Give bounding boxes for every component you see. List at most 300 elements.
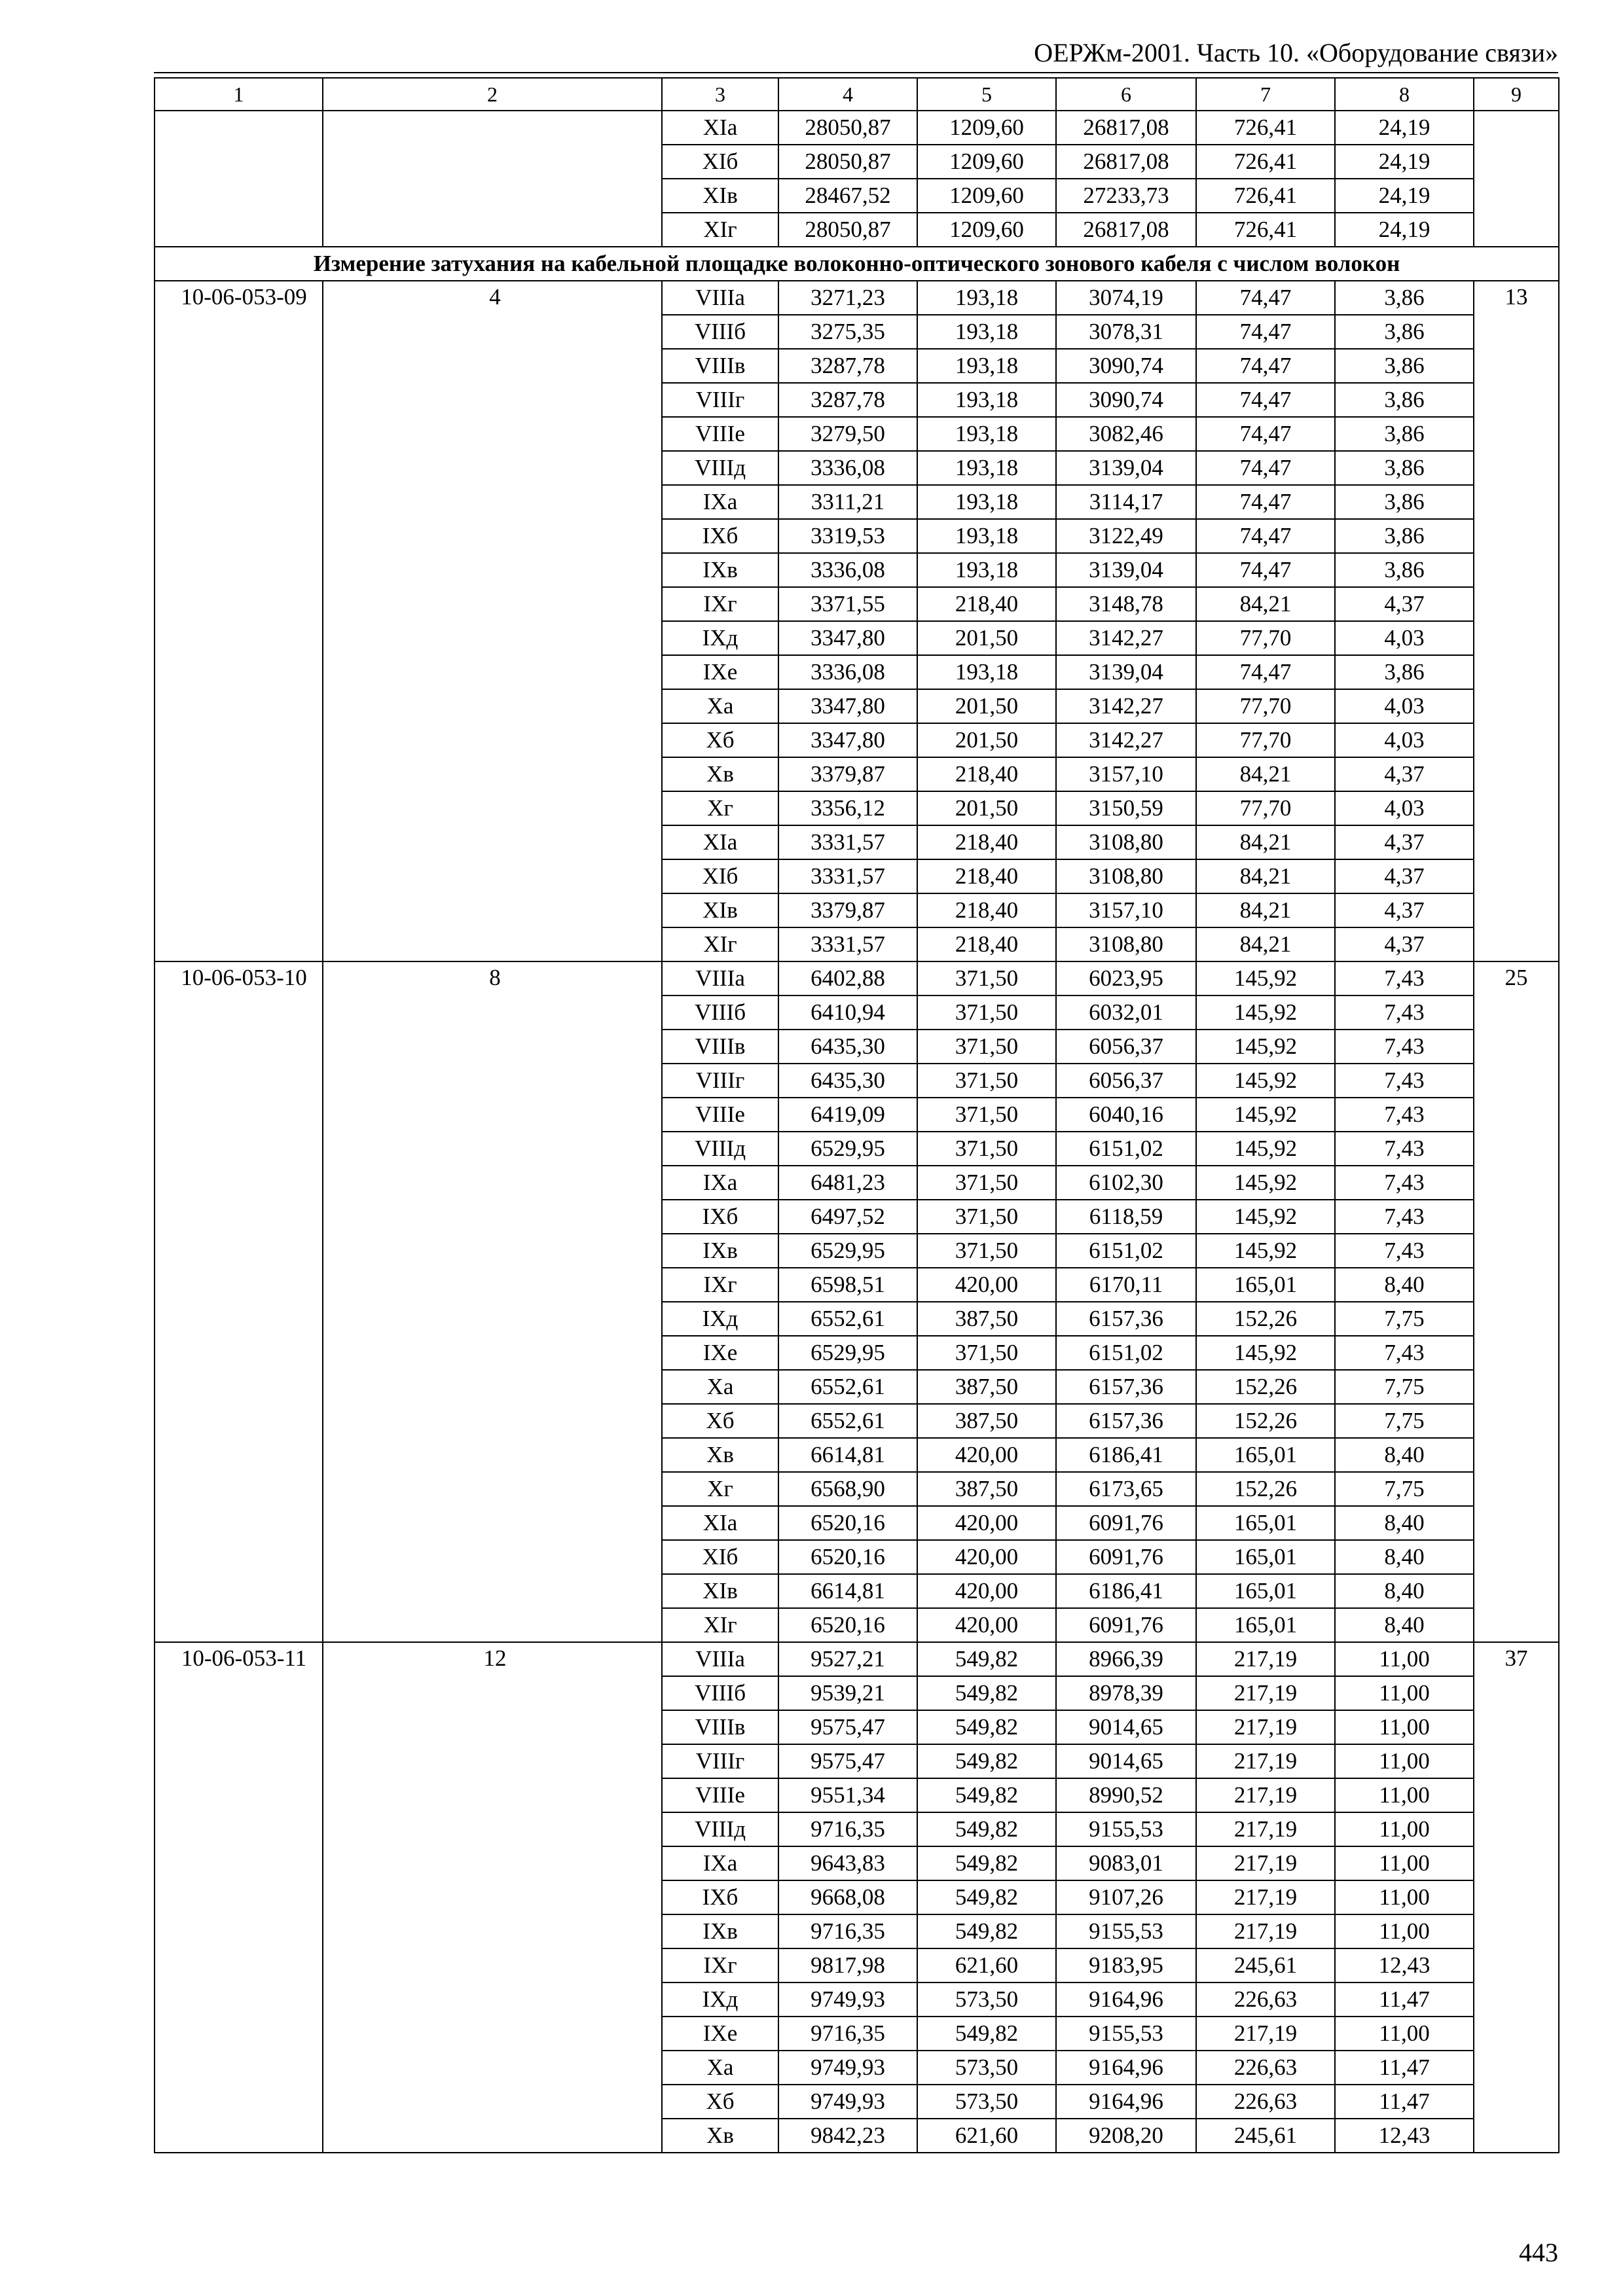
value-cell: 7,43 (1335, 1166, 1474, 1200)
zone-label: XIа (662, 825, 778, 859)
value-cell: 217,19 (1196, 1880, 1335, 1914)
value-cell: 549,82 (917, 1846, 1056, 1880)
zone-label: XIг (662, 1608, 778, 1642)
value-cell: 371,50 (917, 1132, 1056, 1166)
value-cell: 3356,12 (778, 791, 917, 825)
value-cell: 3,86 (1335, 349, 1474, 383)
value-cell: 28467,52 (778, 179, 917, 213)
value-cell: 726,41 (1196, 213, 1335, 247)
value-cell: 420,00 (917, 1608, 1056, 1642)
value-cell: 3142,27 (1056, 689, 1196, 723)
value-cell: 165,01 (1196, 1268, 1335, 1302)
value-cell: 11,00 (1335, 1880, 1474, 1914)
table-body (155, 78, 1559, 2153)
table-row (155, 111, 1559, 145)
value-cell: 387,50 (917, 1302, 1056, 1336)
value-cell: 3,86 (1335, 485, 1474, 519)
value-cell: 3275,35 (778, 315, 917, 349)
value-cell: 201,50 (917, 723, 1056, 757)
value-cell: 3078,31 (1056, 315, 1196, 349)
value-cell: 9749,93 (778, 1982, 917, 2017)
value-cell: 9107,26 (1056, 1880, 1196, 1914)
value-cell: 9164,96 (1056, 1982, 1196, 2017)
value-cell: 9208,20 (1056, 2119, 1196, 2153)
value-cell: 3311,21 (778, 485, 917, 519)
zone-label: IXе (662, 1336, 778, 1370)
value-cell: 165,01 (1196, 1574, 1335, 1608)
value-cell: 6497,52 (778, 1200, 917, 1234)
value-cell: 201,50 (917, 621, 1056, 655)
value-cell: 84,21 (1196, 757, 1335, 791)
value-cell: 3379,87 (778, 893, 917, 927)
value-cell: 217,19 (1196, 2017, 1335, 2051)
value-cell: 11,00 (1335, 1846, 1474, 1880)
value-cell: 201,50 (917, 689, 1056, 723)
value-cell: 226,63 (1196, 2085, 1335, 2119)
value-cell: 573,50 (917, 1982, 1056, 2017)
value-cell: 8966,39 (1056, 1642, 1196, 1676)
value-cell: 371,50 (917, 1098, 1056, 1132)
value-cell: 6173,65 (1056, 1472, 1196, 1506)
fiber-count: 8 (323, 961, 662, 1642)
value-cell: 621,60 (917, 1948, 1056, 1982)
value-cell: 6520,16 (778, 1506, 917, 1540)
value-cell: 74,47 (1196, 519, 1335, 553)
value-cell: 84,21 (1196, 893, 1335, 927)
value-cell: 3139,04 (1056, 451, 1196, 485)
section-title-row (155, 247, 1559, 281)
value-cell: 7,75 (1335, 1302, 1474, 1336)
value-cell: 6552,61 (778, 1404, 917, 1438)
zone-label: IXг (662, 587, 778, 621)
value-cell: 3108,80 (1056, 927, 1196, 961)
page-number: 443 (1519, 2238, 1558, 2267)
value-cell: 193,18 (917, 519, 1056, 553)
value-cell: 6040,16 (1056, 1098, 1196, 1132)
value-cell: 371,50 (917, 961, 1056, 996)
value-cell: 3150,59 (1056, 791, 1196, 825)
value-cell: 24,19 (1335, 179, 1474, 213)
zone-label: IXв (662, 1914, 778, 1948)
value-cell: 549,82 (917, 1914, 1056, 1948)
value-cell: 7,43 (1335, 1132, 1474, 1166)
value-cell: 6023,95 (1056, 961, 1196, 996)
value-cell: 726,41 (1196, 111, 1335, 145)
zone-label: IXд (662, 1302, 778, 1336)
value-cell: 4,37 (1335, 757, 1474, 791)
value-cell: 8,40 (1335, 1608, 1474, 1642)
value-cell: 74,47 (1196, 417, 1335, 451)
column-number-row (155, 78, 1559, 111)
value-cell: 217,19 (1196, 1676, 1335, 1710)
value-cell: 7,43 (1335, 1098, 1474, 1132)
value-cell: 4,37 (1335, 893, 1474, 927)
value-cell: 3331,57 (778, 927, 917, 961)
value-cell: 152,26 (1196, 1472, 1335, 1506)
value-cell: 549,82 (917, 1778, 1056, 1812)
value-cell: 28050,87 (778, 145, 917, 179)
value-cell: 6186,41 (1056, 1438, 1196, 1472)
column-number-5: 5 (917, 78, 1056, 111)
zone-label: IXе (662, 2017, 778, 2051)
value-cell: 145,92 (1196, 1098, 1335, 1132)
value-cell: 193,18 (917, 485, 1056, 519)
zone-label: Xа (662, 689, 778, 723)
zone-label: IXб (662, 1200, 778, 1234)
value-cell: 9716,35 (778, 2017, 917, 2051)
value-cell: 9668,08 (778, 1880, 917, 1914)
zone-label: VIIIа (662, 1642, 778, 1676)
value-cell: 3142,27 (1056, 621, 1196, 655)
value-cell: 24,19 (1335, 213, 1474, 247)
value-cell: 3,86 (1335, 383, 1474, 417)
zone-label: IXб (662, 519, 778, 553)
value-cell: 218,40 (917, 825, 1056, 859)
value-cell: 371,50 (917, 996, 1056, 1030)
value-cell: 193,18 (917, 315, 1056, 349)
value-cell: 217,19 (1196, 1812, 1335, 1846)
value-cell: 6091,76 (1056, 1506, 1196, 1540)
zone-label: IXа (662, 485, 778, 519)
value-cell: 145,92 (1196, 1234, 1335, 1268)
value-cell: 6157,36 (1056, 1404, 1196, 1438)
value-cell: 4,03 (1335, 621, 1474, 655)
zone-label: VIIIв (662, 1030, 778, 1064)
value-cell: 217,19 (1196, 1642, 1335, 1676)
zone-label: IXб (662, 1880, 778, 1914)
value-cell: 1209,60 (917, 213, 1056, 247)
fiber-count: 12 (323, 1642, 662, 2153)
zone-label: IXа (662, 1846, 778, 1880)
value-cell: 6614,81 (778, 1438, 917, 1472)
value-cell: 6520,16 (778, 1540, 917, 1574)
value-cell: 9539,21 (778, 1676, 917, 1710)
value-cell: 1209,60 (917, 179, 1056, 213)
value-cell: 84,21 (1196, 825, 1335, 859)
value-cell: 145,92 (1196, 1166, 1335, 1200)
value-cell: 4,03 (1335, 723, 1474, 757)
table-row (155, 1642, 1559, 1676)
value-cell: 193,18 (917, 417, 1056, 451)
zone-label: Xг (662, 1472, 778, 1506)
value-cell: 9716,35 (778, 1812, 917, 1846)
zone-label: Xв (662, 757, 778, 791)
zone-label: XIа (662, 1506, 778, 1540)
value-cell: 193,18 (917, 383, 1056, 417)
value-cell: 4,37 (1335, 587, 1474, 621)
value-cell: 245,61 (1196, 1948, 1335, 1982)
value-cell: 27233,73 (1056, 179, 1196, 213)
table-row (155, 961, 1559, 996)
column-number-2: 2 (323, 78, 662, 111)
value-cell: 9183,95 (1056, 1948, 1196, 1982)
value-cell: 145,92 (1196, 1064, 1335, 1098)
value-cell: 152,26 (1196, 1370, 1335, 1404)
value-cell: 7,43 (1335, 961, 1474, 996)
value-cell: 74,47 (1196, 281, 1335, 315)
value-cell: 3336,08 (778, 451, 917, 485)
zone-label: Xг (662, 791, 778, 825)
fibers-cell-empty (323, 111, 662, 247)
column-number-6: 6 (1056, 78, 1196, 111)
value-cell: 9749,93 (778, 2085, 917, 2119)
zone-label: VIIIа (662, 961, 778, 996)
value-cell: 145,92 (1196, 961, 1335, 996)
value-cell: 7,43 (1335, 1336, 1474, 1370)
zone-label: XIв (662, 893, 778, 927)
value-cell: 549,82 (917, 1812, 1056, 1846)
value-cell: 3074,19 (1056, 281, 1196, 315)
zone-label: IXд (662, 1982, 778, 2017)
value-cell: 11,00 (1335, 1744, 1474, 1778)
rate-code: 10-06-053-09 (155, 281, 323, 961)
value-cell: 217,19 (1196, 1846, 1335, 1880)
value-cell: 371,50 (917, 1200, 1056, 1234)
value-cell: 549,82 (917, 1710, 1056, 1744)
value-cell: 77,70 (1196, 723, 1335, 757)
value-cell: 3379,87 (778, 757, 917, 791)
value-cell: 11,00 (1335, 1642, 1474, 1676)
value-cell: 4,37 (1335, 859, 1474, 893)
value-cell: 3108,80 (1056, 825, 1196, 859)
value-cell: 165,01 (1196, 1608, 1335, 1642)
zone-label: IXе (662, 655, 778, 689)
col9-value: 25 (1474, 961, 1559, 1642)
header-rule (154, 72, 1558, 73)
value-cell: 6157,36 (1056, 1370, 1196, 1404)
zone-label: VIIIб (662, 315, 778, 349)
value-cell: 8,40 (1335, 1506, 1474, 1540)
value-cell: 8978,39 (1056, 1676, 1196, 1710)
value-cell: 3279,50 (778, 417, 917, 451)
value-cell: 549,82 (917, 1676, 1056, 1710)
value-cell: 726,41 (1196, 179, 1335, 213)
zone-label: XIв (662, 1574, 778, 1608)
value-cell: 3347,80 (778, 621, 917, 655)
value-cell: 3090,74 (1056, 349, 1196, 383)
column-number-1: 1 (155, 78, 323, 111)
value-cell: 3371,55 (778, 587, 917, 621)
value-cell: 621,60 (917, 2119, 1056, 2153)
value-cell: 3114,17 (1056, 485, 1196, 519)
column-number-3: 3 (662, 78, 778, 111)
value-cell: 165,01 (1196, 1506, 1335, 1540)
zone-label: Xа (662, 2051, 778, 2085)
value-cell: 152,26 (1196, 1404, 1335, 1438)
value-cell: 6091,76 (1056, 1540, 1196, 1574)
value-cell: 6520,16 (778, 1608, 917, 1642)
value-cell: 6186,41 (1056, 1574, 1196, 1608)
value-cell: 3319,53 (778, 519, 917, 553)
value-cell: 3347,80 (778, 689, 917, 723)
zone-label: VIIIд (662, 1132, 778, 1166)
value-cell: 7,43 (1335, 1200, 1474, 1234)
value-cell: 8,40 (1335, 1268, 1474, 1302)
value-cell: 11,00 (1335, 1676, 1474, 1710)
value-cell: 549,82 (917, 1880, 1056, 1914)
value-cell: 9817,98 (778, 1948, 917, 1982)
value-cell: 74,47 (1196, 315, 1335, 349)
value-cell: 3157,10 (1056, 893, 1196, 927)
value-cell: 26817,08 (1056, 111, 1196, 145)
value-cell: 11,00 (1335, 1812, 1474, 1846)
value-cell: 9014,65 (1056, 1710, 1196, 1744)
value-cell: 6568,90 (778, 1472, 917, 1506)
value-cell: 371,50 (917, 1030, 1056, 1064)
price-table (154, 77, 1559, 2153)
value-cell: 3139,04 (1056, 553, 1196, 587)
value-cell: 28050,87 (778, 213, 917, 247)
zone-label: VIIIе (662, 1098, 778, 1132)
value-cell: 11,47 (1335, 2051, 1474, 2085)
value-cell: 6151,02 (1056, 1336, 1196, 1370)
value-cell: 26817,08 (1056, 213, 1196, 247)
value-cell: 3336,08 (778, 655, 917, 689)
zone-label: VIIIг (662, 1064, 778, 1098)
value-cell: 7,43 (1335, 1234, 1474, 1268)
value-cell: 193,18 (917, 281, 1056, 315)
value-cell: 8,40 (1335, 1438, 1474, 1472)
zone-label: Xб (662, 1404, 778, 1438)
value-cell: 11,47 (1335, 2085, 1474, 2119)
value-cell: 3347,80 (778, 723, 917, 757)
value-cell: 217,19 (1196, 1914, 1335, 1948)
value-cell: 6552,61 (778, 1370, 917, 1404)
value-cell: 74,47 (1196, 451, 1335, 485)
value-cell: 193,18 (917, 349, 1056, 383)
value-cell: 217,19 (1196, 1744, 1335, 1778)
value-cell: 6529,95 (778, 1234, 917, 1268)
value-cell: 7,43 (1335, 1030, 1474, 1064)
value-cell: 3331,57 (778, 859, 917, 893)
fiber-count: 4 (323, 281, 662, 961)
value-cell: 74,47 (1196, 485, 1335, 519)
value-cell: 226,63 (1196, 2051, 1335, 2085)
value-cell: 420,00 (917, 1574, 1056, 1608)
value-cell: 193,18 (917, 553, 1056, 587)
value-cell: 28050,87 (778, 111, 917, 145)
value-cell: XIв (662, 179, 778, 213)
value-cell: 420,00 (917, 1268, 1056, 1302)
value-cell: 573,50 (917, 2085, 1056, 2119)
zone-label: Xа (662, 1370, 778, 1404)
zone-label: VIIIе (662, 1778, 778, 1812)
value-cell: 152,26 (1196, 1302, 1335, 1336)
zone-label: VIIIб (662, 1676, 778, 1710)
zone-label: XIб (662, 1540, 778, 1574)
zone-label: IXв (662, 553, 778, 587)
value-cell: 6410,94 (778, 996, 917, 1030)
value-cell: 77,70 (1196, 689, 1335, 723)
value-cell: 218,40 (917, 587, 1056, 621)
value-cell: 26817,08 (1056, 145, 1196, 179)
zone-label: VIIIд (662, 451, 778, 485)
value-cell: 9164,96 (1056, 2085, 1196, 2119)
value-cell: 371,50 (917, 1166, 1056, 1200)
value-cell: 6091,76 (1056, 1608, 1196, 1642)
value-cell: 3082,46 (1056, 417, 1196, 451)
value-cell: 11,00 (1335, 1710, 1474, 1744)
value-cell: 549,82 (917, 1642, 1056, 1676)
value-cell: 3331,57 (778, 825, 917, 859)
value-cell: 11,00 (1335, 2017, 1474, 2051)
value-cell: 3287,78 (778, 349, 917, 383)
value-cell: 3148,78 (1056, 587, 1196, 621)
value-cell: 573,50 (917, 2051, 1056, 2085)
value-cell: 6614,81 (778, 1574, 917, 1608)
value-cell: 6435,30 (778, 1030, 917, 1064)
value-cell: 420,00 (917, 1438, 1056, 1472)
zone-label: IXа (662, 1166, 778, 1200)
value-cell: 3,86 (1335, 519, 1474, 553)
value-cell: 8990,52 (1056, 1778, 1196, 1812)
value-cell: 9527,21 (778, 1642, 917, 1676)
value-cell: 226,63 (1196, 1982, 1335, 2017)
value-cell: 3,86 (1335, 315, 1474, 349)
value-cell: 218,40 (917, 859, 1056, 893)
value-cell: 3122,49 (1056, 519, 1196, 553)
value-cell: 74,47 (1196, 655, 1335, 689)
value-cell: 1209,60 (917, 145, 1056, 179)
value-cell: XIб (662, 145, 778, 179)
zone-label: Xв (662, 2119, 778, 2153)
value-cell: 165,01 (1196, 1540, 1335, 1574)
value-cell: 12,43 (1335, 1948, 1474, 1982)
value-cell: 201,50 (917, 791, 1056, 825)
value-cell: 9716,35 (778, 1914, 917, 1948)
value-cell: 8,40 (1335, 1540, 1474, 1574)
zone-label: XIб (662, 859, 778, 893)
value-cell: 11,00 (1335, 1778, 1474, 1812)
value-cell: 6419,09 (778, 1098, 917, 1132)
zone-label: IXв (662, 1234, 778, 1268)
column-number-9: 9 (1474, 78, 1559, 111)
value-cell: 218,40 (917, 757, 1056, 791)
value-cell: 9643,83 (778, 1846, 917, 1880)
value-cell: 8,40 (1335, 1574, 1474, 1608)
code-cell-empty (155, 111, 323, 247)
value-cell: 11,47 (1335, 1982, 1474, 2017)
value-cell: 549,82 (917, 2017, 1056, 2051)
value-cell: 6151,02 (1056, 1234, 1196, 1268)
value-cell: 84,21 (1196, 859, 1335, 893)
value-cell: 3,86 (1335, 655, 1474, 689)
value-cell: 387,50 (917, 1472, 1056, 1506)
value-cell: 6402,88 (778, 961, 917, 996)
value-cell: 9164,96 (1056, 2051, 1196, 2085)
value-cell: 3271,23 (778, 281, 917, 315)
col9-value: 37 (1474, 1642, 1559, 2153)
value-cell: 4,37 (1335, 825, 1474, 859)
value-cell: 24,19 (1335, 111, 1474, 145)
zone-label: VIIIд (662, 1812, 778, 1846)
value-cell: 7,75 (1335, 1472, 1474, 1506)
value-cell: 7,75 (1335, 1370, 1474, 1404)
value-cell: 3108,80 (1056, 859, 1196, 893)
zone-label: VIIIв (662, 1710, 778, 1744)
zone-label: VIIIв (662, 349, 778, 383)
value-cell: 84,21 (1196, 587, 1335, 621)
value-cell: 420,00 (917, 1540, 1056, 1574)
value-cell: 77,70 (1196, 621, 1335, 655)
zone-label: VIIIа (662, 281, 778, 315)
value-cell: 6552,61 (778, 1302, 917, 1336)
value-cell: 3287,78 (778, 383, 917, 417)
value-cell: 9155,53 (1056, 2017, 1196, 2051)
value-cell: 3090,74 (1056, 383, 1196, 417)
value-cell: 145,92 (1196, 1336, 1335, 1370)
value-cell: 371,50 (917, 1234, 1056, 1268)
